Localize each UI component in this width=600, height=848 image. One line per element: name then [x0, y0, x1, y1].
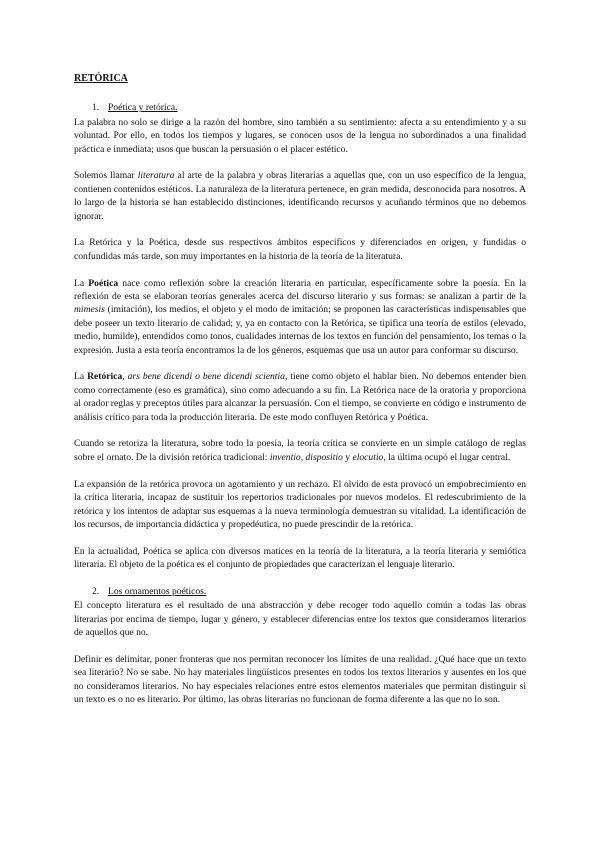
section-2-title: Los ornamentos poéticos.: [108, 585, 207, 597]
document-title: RETÓRICA: [74, 73, 128, 84]
paragraph: La expansión de la retórica provoca un agotamiento y un rechazo. El olvido de esta provocó un empobrecimiento en la crítica literaria, incapaz de sustituir los repertorios tradicionales por nuevos modelos. El redescubrimiento de la retórica y los intentos de adaptar sus esquemas a la nueva terminología demuestran su vitalidad. La identificación de los recursos, de importancia didáctica y propedéutica, no puede prescindir de la retórica.: [74, 478, 526, 530]
section-1-title: Poética y retórica.: [108, 102, 178, 114]
section-1-number: 1.: [92, 102, 100, 114]
paragraph: La Poética nace como reflexión sobre la creación literaria en particular, específicamente sobre la poesía. En la reflexión de esta se elaboran teorías generales acerca del discurso literario y sus formas: se analizan a partir de la mimesis (imitación), los medios, el objeto y el modo de imitación; se proponen las características indispensables que debe poseer un texto literario de calidad; y, ya en contacto con la Retórica, se tipifica una teoría de estilos (elevado, medio, humilde), entendidos como tonos, cualidades internas de los textos en función del pensamiento, los temas o la expresión. Justa a esta teoría encontramos la de los géneros, esquemas que usa un autor para conformar su discurso.: [74, 277, 526, 356]
document-page: [74, 72, 526, 720]
paragraph: El concepto literatura es el resultado de una abstracción y debe recoger todo aquello común a todas las obras literarias por encima de tiempo, lugar y género, y establecer diferencias entre los textos que consideramos literarios de aquellos que no.: [74, 600, 526, 639]
section-1-heading: [74, 101, 526, 114]
section-2-number: 2.: [92, 585, 100, 597]
paragraph: La Retórica, ars bene dicendi o bene dicendi scientia, tiene como objeto el hablar bien. No debemos entender bien como correctamente (eso es gramática), sino como adecuando a su fin. La Retórica nace de la oratoria y proporciona al orador reglas y preceptos útiles para alcanzar la persuasión. Con el tiempo, se convierte en código e instrumento de análisis crítico para toda la producción literaria. De este modo confluyen Retórica y Poética.: [74, 371, 526, 423]
section-2-heading: [74, 585, 526, 598]
paragraph: La palabra no solo se dirige a la razón del hombre, sino también a su sentimiento: afecta a su entendimiento y a su voluntad. Por ello, en todos los tiempos y lugares, se conocen usos de la lengua no subordinados a una finalidad práctica e inmediata; usos que buscan la persuasión o el placer estético.: [74, 116, 526, 155]
paragraph: Solemos llamar literatura al arte de la palabra y obras literarias a aquellas que, con un uso específico de la lengua, contienen contenidos estéticos. La naturaleza de la literatura pertenece, en gran medida, desconocida para nosotros. A lo largo de la historia se han establecido distinciones, identificando recursos y acuñando términos que no debemos ignorar.: [74, 170, 526, 222]
paragraph: La Retórica y la Poética, desde sus respectivos ámbitos específicos y diferenciados en origen, y fundidas o confundidas más tarde, son muy importantes en la historia de la teoría de la literatura.: [74, 237, 526, 262]
paragraph: En la actualidad, Poética se aplica con diversos matices en la teoría de la literatura, a la teoría literaria y semiótica literaria. El objeto de la poética es el conjunto de propiedades que caracterizan el lenguaje literario.: [74, 545, 526, 571]
paragraph: Cuando se retoriza la literatura, sobre todo la poesía, la teoría crítica se convierte en un simple catálogo de reglas sobre el ornato. De la división retórica tradicional: inventio, dispositio y elocutio, la última ocupó el lugar central.: [74, 438, 526, 463]
paragraph: Definir es delimitar, poner fronteras que nos permitan reconocer los límites de una realidad. ¿Qué hace que un texto sea literario? No se sabe. No hay materiales lingüísticos presentes en todos los textos literarios y ausentes en los que no consideramos literarios. No hay especiales relaciones entre estos elementos materiales que permitan distinguir si un texto es o no es literario. Por último, las obras literarias no funcionan de forma diferente a las que no lo son.: [74, 653, 526, 706]
